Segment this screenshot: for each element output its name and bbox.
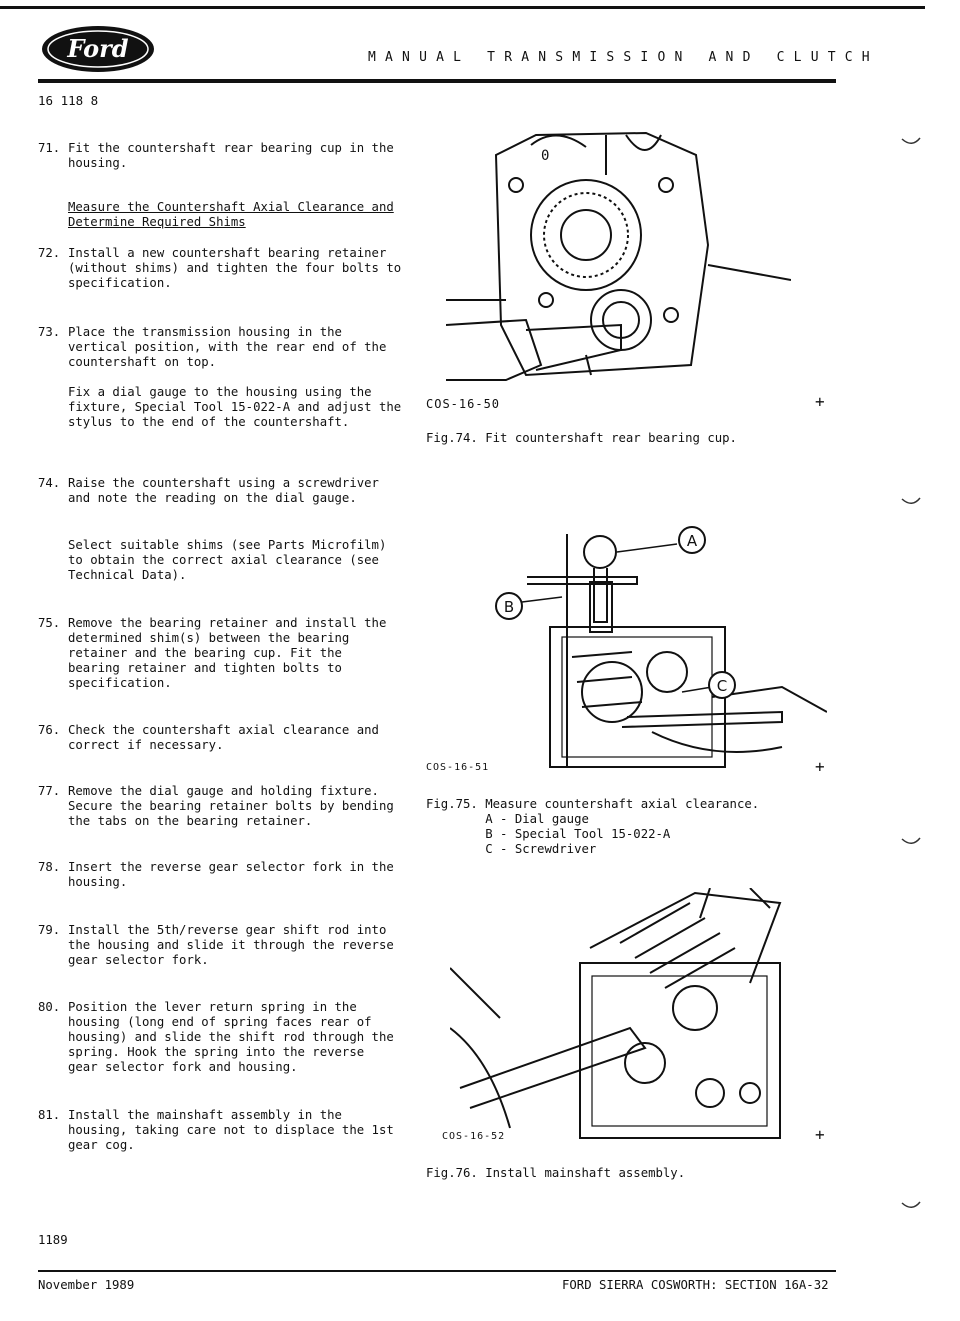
figure-code: COS-16-50 [426,397,501,411]
page-header-title: MANUAL TRANSMISSION AND CLUTCH [368,50,879,65]
step-number: 76. [38,723,61,737]
step-number: 77. [38,784,61,798]
step-text: Install a new countershaft bearing retainer (without shims) and tighten the four bolts to specification. [68,246,402,290]
step-number: 79. [38,923,61,937]
margin-tick-mark [900,136,922,148]
document-reference: 16 118 8 [38,93,99,108]
figure-caption: Fig.76. Install mainshaft assembly. [426,1166,686,1180]
figure-76-illustration [450,888,810,1148]
step-text: Remove the dial gauge and holding fixture. Secure the bearing retainer bolts by bending the tabs on the bearing retainer. [68,784,394,828]
figure-caption: Fig.74. Fit countershaft rear bearing cup. [426,431,737,445]
cross-marker: + [815,757,825,776]
ford-logo [40,24,156,74]
step-number: 72. [38,246,61,260]
svg-text:Ford: Ford [67,34,129,63]
callout-c-label: C [716,677,728,695]
callout-a-label: A [686,532,698,550]
figure-75-illustration [482,522,827,772]
callout-b [496,593,522,619]
footer-section: FORD SIERRA COSWORTH: SECTION 16A-32 [562,1278,829,1292]
step-number: 80. [38,1000,61,1014]
section-heading: Measure the Countershaft Axial Clearance and Determine Required Shims [68,200,394,229]
step-number: 71. [38,141,61,155]
step-text: Select suitable shims (see Parts Microfilm) to obtain the correct axial clearance (see Technical Data). [68,538,387,582]
step-text: Fit the countershaft rear bearing cup in the housing. [68,141,394,170]
header-rule [38,79,836,83]
step-number: 78. [38,860,61,874]
page-number: 1189 [38,1233,68,1247]
step-text: Check the countershaft axial clearance and correct if necessary. [68,723,379,752]
cross-marker: + [815,1125,825,1144]
step-text: Install the mainshaft assembly in the housing, taking care not to displace the 1st gear cog. [68,1108,394,1152]
step-number: 75. [38,616,61,630]
step-number: 73. [38,325,61,339]
margin-tick-mark [900,496,922,508]
cross-marker: + [815,392,825,411]
step-text: Fix a dial gauge to the housing using the fixture, Special Tool 15-022-A and adjust the stylus to the end of the countershaft. [68,385,402,429]
step-number: 81. [38,1108,61,1122]
figure-caption: Fig.75. Measure countershaft axial clearance. A - Dial gauge B - Special Tool 15-022-A C - Screwdriver [426,797,760,856]
step-text: Position the lever return spring in the housing (long end of spring faces rear of housing) and slide the shift rod through the spring. Hook the spring into the reverse gear selector fork and housing. [68,1000,394,1074]
step-text: Place the transmission housing in the vertical position, with the rear end of the countershaft on top. [68,325,387,369]
margin-tick-mark [900,1200,922,1212]
step-text: Remove the bearing retainer and install the determined shim(s) between the bearing retainer and the bearing cup. Fit the bearing retainer and tighten bolts to specification. [68,616,387,690]
figure-code: COS-16-51 [426,762,490,773]
step-text: Raise the countershaft using a screwdriver and note the reading on the dial gauge. [68,476,379,505]
step-text: Insert the reverse gear selector fork in the housing. [68,860,394,889]
margin-tick-mark [900,836,922,848]
step-number: 74. [38,476,61,490]
footer-date: November 1989 [38,1278,135,1292]
callout-a [679,527,705,553]
step-text: Install the 5th/reverse gear shift rod into the housing and slide it through the reverse gear selector fork. [68,923,394,967]
figure-code: COS-16-52 [442,1131,506,1142]
callout-c [709,672,735,698]
top-edge-rule [0,6,925,9]
svg-text:0: 0 [541,148,550,164]
figure-74-illustration [446,125,791,385]
callout-b-label: B [503,598,515,616]
footer-rule [38,1270,836,1272]
